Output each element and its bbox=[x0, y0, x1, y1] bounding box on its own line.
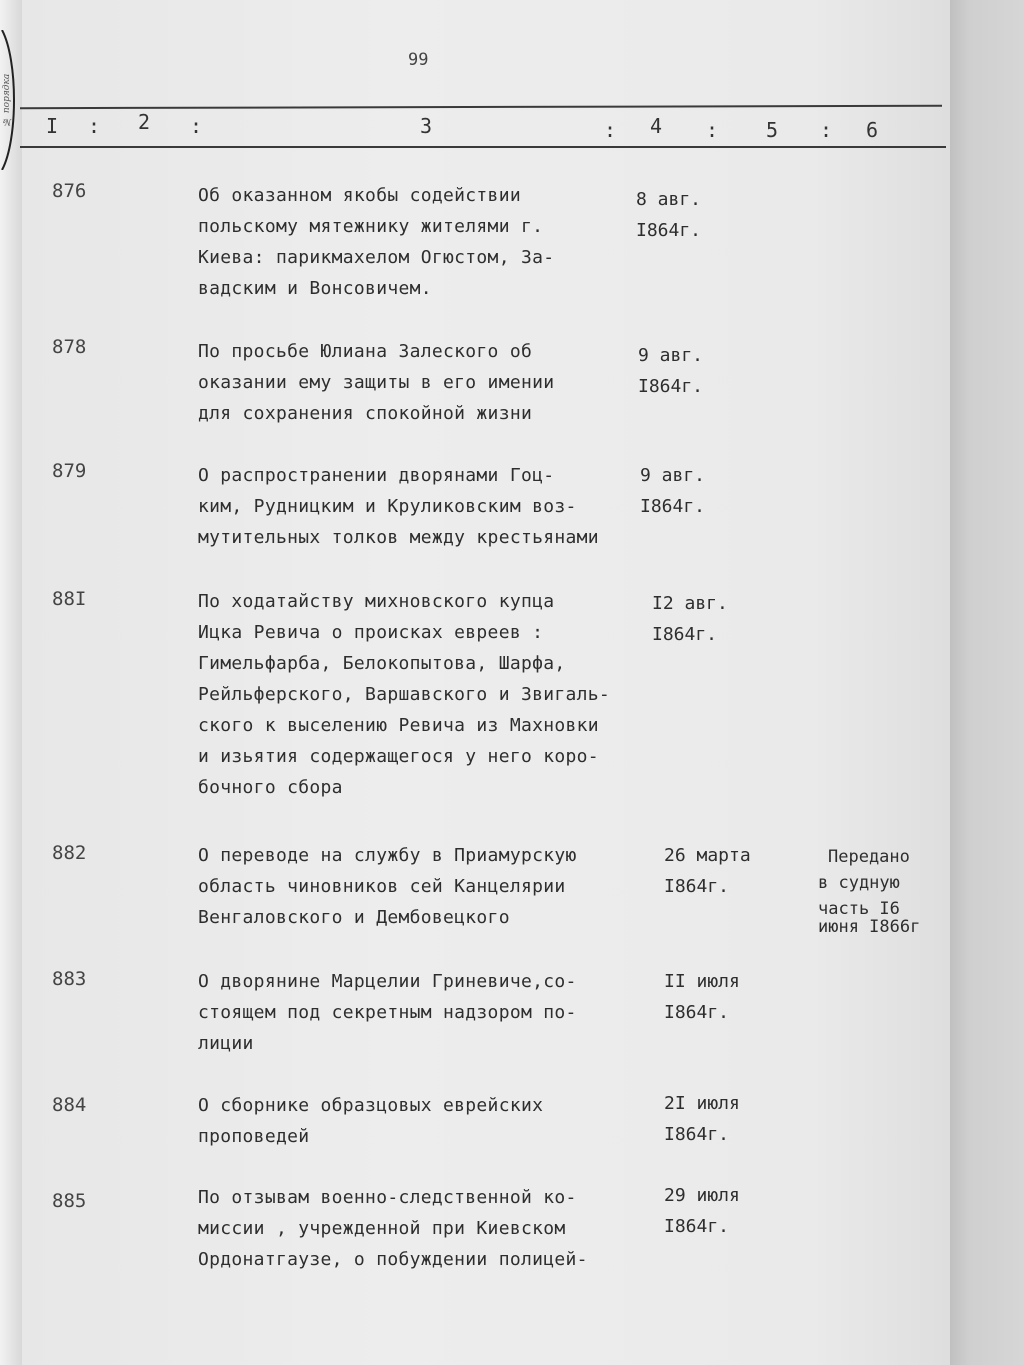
entry-date-line: I864г. bbox=[664, 876, 730, 897]
entry-date-line: 2I июля bbox=[664, 1093, 740, 1114]
entry-description bbox=[198, 966, 658, 1059]
column-separator: : bbox=[604, 118, 617, 142]
entry-date bbox=[664, 966, 740, 1028]
entry-date-line: I2 авг. bbox=[652, 593, 728, 614]
entry-text-line: оказании ему защиты в его имении bbox=[198, 372, 555, 393]
entry-text-line: О дворянине Марцелии Гриневиче,со- bbox=[198, 971, 577, 992]
binding-label: № порядка bbox=[2, 73, 12, 127]
entry-number: 878 bbox=[52, 336, 87, 358]
entry-number: 885 bbox=[52, 1190, 87, 1212]
entry-number: 879 bbox=[52, 460, 87, 482]
entry-description bbox=[198, 1090, 658, 1152]
column-header-4: 4 bbox=[650, 114, 663, 138]
entry-date-line: I864г. bbox=[664, 1124, 730, 1145]
entry-date-line: I864г. bbox=[636, 220, 702, 241]
entry-text-line: польскому мятежнику жителями г. bbox=[198, 216, 544, 237]
entry-date-line: 8 авг. bbox=[636, 189, 702, 210]
column-separator: : bbox=[706, 118, 719, 142]
header-rule-bottom bbox=[20, 146, 946, 148]
entry-text-line: О сборнике образцовых еврейских bbox=[198, 1095, 544, 1116]
entry-text-line: и изьятия содержащегося у него коро- bbox=[198, 746, 599, 767]
entry-text-line: мутительных толков между крестьянами bbox=[198, 527, 599, 548]
entry-text-line: вадским и Вонсовичем. bbox=[198, 278, 432, 299]
entry-text-line: лиции bbox=[198, 1033, 254, 1054]
column-separator: : bbox=[88, 114, 101, 138]
entry-date-line: 26 марта bbox=[664, 845, 751, 866]
entry-text-line: По отзывам военно-следственной ко- bbox=[198, 1187, 577, 1208]
entry-text-line: Ицка Ревича о происках евреев : bbox=[198, 622, 544, 643]
entry-description bbox=[198, 586, 658, 803]
entry-text-line: бочного сбора bbox=[198, 777, 343, 798]
column-separator: : bbox=[820, 118, 833, 142]
entry-number: 88I bbox=[52, 588, 87, 610]
entry-description bbox=[198, 180, 658, 304]
entry-text-line: По просьбе Юлиана Залеского об bbox=[198, 341, 533, 362]
entry-text-line: стоящем под секретным надзором по- bbox=[198, 1002, 577, 1023]
column-separator: : bbox=[190, 114, 203, 138]
entry-text-line: О переводе на службу в Приамурскую bbox=[198, 845, 577, 866]
entry-date bbox=[664, 1088, 740, 1150]
entry-note bbox=[812, 844, 920, 940]
entry-text-line: Рейльферского, Варшавского и Звигаль- bbox=[198, 684, 611, 705]
entry-description bbox=[198, 336, 658, 429]
column-header-3: 3 bbox=[420, 114, 433, 138]
underlying-sheet bbox=[946, 0, 1024, 1365]
binding-edge bbox=[0, 0, 22, 1365]
column-header-2: 2 bbox=[138, 110, 151, 134]
page-number: 99 bbox=[408, 50, 429, 70]
entry-text-line: Гимельфарба, Белокопытова, Шарфа, bbox=[198, 653, 566, 674]
entry-number: 876 bbox=[52, 180, 87, 202]
entry-text-line: миссии , учрежденной при Киевском bbox=[198, 1218, 566, 1239]
entry-date-line: 9 авг. bbox=[640, 465, 706, 486]
entry-date-line: I864г. bbox=[640, 496, 706, 517]
entry-date-line: I864г. bbox=[664, 1002, 730, 1023]
entry-description bbox=[198, 460, 658, 553]
entry-note-line: июня I866г bbox=[818, 917, 921, 937]
column-header-6: 6 bbox=[866, 118, 879, 142]
entry-date bbox=[636, 184, 701, 246]
entry-text-line: Ордонатгаузе, о побуждении полицей- bbox=[198, 1249, 588, 1270]
entry-date bbox=[664, 1180, 740, 1242]
entry-text-line: ского к выселению Ревича из Махновки bbox=[198, 715, 599, 736]
entry-description bbox=[198, 1182, 658, 1275]
entry-date-line: 29 июля bbox=[664, 1185, 740, 1206]
entry-date-line: I864г. bbox=[652, 624, 718, 645]
column-header-5: 5 bbox=[766, 118, 779, 142]
entry-number: 884 bbox=[52, 1094, 87, 1116]
entry-text-line: О распространении дворянами Гоц- bbox=[198, 465, 555, 486]
entry-text-line: область чиновников сей Канцелярии bbox=[198, 876, 566, 897]
entry-text-line: ким, Рудницким и Круликовским воз- bbox=[198, 496, 577, 517]
entry-date bbox=[638, 340, 703, 402]
entry-text-line: По ходатайству михновского купца bbox=[198, 591, 555, 612]
entry-description bbox=[198, 840, 658, 933]
entry-date bbox=[664, 840, 751, 902]
entry-number: 883 bbox=[52, 968, 87, 990]
entry-number: 882 bbox=[52, 842, 87, 864]
entry-text-line: Об оказанном якобы содействии bbox=[198, 185, 521, 206]
entry-date-line: 9 авг. bbox=[638, 345, 704, 366]
entry-text-line: Венгаловского и Дембовецкого bbox=[198, 907, 510, 928]
entry-date bbox=[652, 588, 728, 650]
entry-date-line: I864г. bbox=[664, 1216, 730, 1237]
entry-note-line: Передано bbox=[828, 847, 910, 867]
entry-date-line: II июля bbox=[664, 971, 740, 992]
entry-text-line: проповедей bbox=[198, 1126, 310, 1147]
entry-text-line: Киева: парикмахелом Огюстом, За- bbox=[198, 247, 555, 268]
entry-text-line: для сохранения спокойной жизни bbox=[198, 403, 533, 424]
entry-note-line: часть I6 bbox=[818, 899, 900, 919]
entry-note-line: в судную bbox=[818, 873, 900, 893]
column-header-1: I bbox=[46, 114, 59, 138]
entry-date-line: I864г. bbox=[638, 376, 704, 397]
entry-date bbox=[640, 460, 705, 522]
